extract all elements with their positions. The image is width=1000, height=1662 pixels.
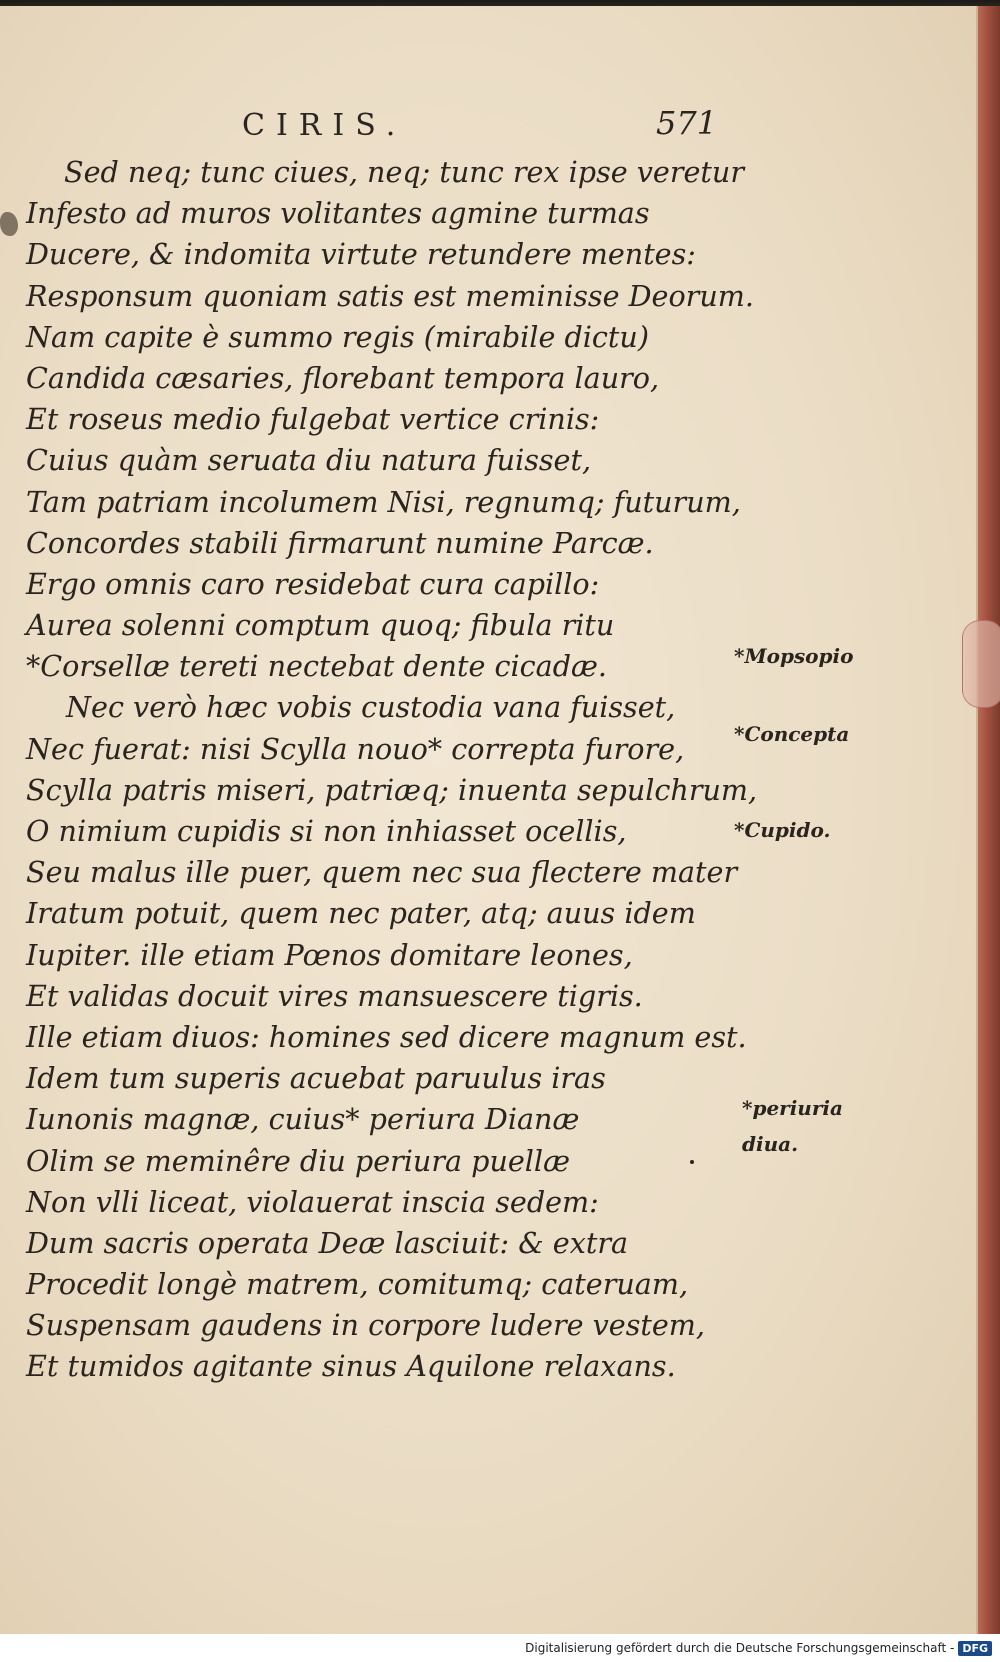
- footer-bar: [0, 1634, 1000, 1662]
- verse-line: Iratum potuit, quem nec pater, atq; auus idem: [26, 896, 696, 931]
- footer-credit: Digitalisierung gefördert durch die Deutsche Forschungsgemeinschaft -: [525, 1641, 955, 1655]
- verse-line: Et tumidos agitante sinus Aquilone relaxans.: [26, 1349, 676, 1384]
- verse-line: Iupiter. ille etiam Pœnos domitare leones,: [26, 937, 633, 972]
- verse-line: Responsum quoniam satis est meminisse Deorum.: [26, 278, 754, 313]
- verse-line: *Corsellæ tereti nectebat dente cicadæ.: [26, 649, 607, 684]
- verse-line: Olim se meminêre diu periura puellæ: [26, 1143, 570, 1178]
- verse-line: Sed neq; tunc ciues, neq; tunc rex ipse veretur: [64, 155, 745, 189]
- verse-line: Concordes stabili firmarunt numine Parcæ.: [26, 525, 654, 560]
- verse-line: Suspensam gaudens in corpore ludere vestem,: [26, 1308, 705, 1343]
- verse-line: Aurea solenni comptum quoq; fibula ritu: [26, 608, 615, 643]
- dfg-logo: DFG: [958, 1641, 992, 1656]
- verse-line: Infesto ad muros volitantes agmine turmas: [26, 196, 650, 231]
- margin-note: *Concepta: [734, 722, 850, 746]
- ink-blot-mark: [0, 212, 18, 236]
- verse-line: O nimium cupidis si non inhiasset ocellis,: [26, 814, 627, 848]
- verse-line: Ergo omnis caro residebat cura capillo:: [26, 566, 600, 601]
- verse-line: Et validas docuit vires mansuescere tigris.: [26, 978, 643, 1013]
- verse-line: Ducere, & indomita virtute retundere mentes:: [26, 237, 696, 272]
- verse-text: [26, 152, 758, 1388]
- ink-dot: [690, 1160, 694, 1164]
- margin-note: *periuria: [742, 1096, 843, 1120]
- verse-line: Seu malus ille puer, quem nec sua flectere mater: [26, 855, 738, 890]
- verse-line: Cuius quàm seruata diu natura fuisset,: [26, 443, 592, 478]
- verse-line: Dum sacris operata Deæ lasciuit: & extra: [26, 1225, 629, 1260]
- verse-line: Tam patriam incolumem Nisi, regnumq; futurum,: [26, 484, 741, 519]
- margin-note: *Cupido.: [734, 818, 831, 842]
- page-clip-tab: [962, 620, 1000, 708]
- page-number: 571: [656, 104, 718, 142]
- book-page: [0, 6, 978, 1634]
- running-head: CIRIS.: [242, 108, 407, 143]
- verse-line: Non vlli liceat, violauerat inscia sedem:: [26, 1184, 599, 1219]
- verse-line: Candida cæsaries, florebant tempora lauro,: [26, 360, 660, 395]
- verse-line: Nam capite è summo regis (mirabile dictu): [26, 319, 649, 354]
- margin-note: diua.: [742, 1132, 799, 1156]
- book-fore-edge: [978, 6, 1000, 1634]
- verse-line: Nec fuerat: nisi Scylla nouo* correpta furore,: [26, 731, 685, 766]
- verse-line: Procedit longè matrem, comitumq; cateruam,: [26, 1267, 689, 1302]
- verse-line: Scylla patris miseri, patriæq; inuenta sepulchrum,: [26, 772, 758, 807]
- verse-line: Iunonis magnæ, cuius* periura Dianæ: [26, 1102, 580, 1137]
- verse-line: Nec verò hæc vobis custodia vana fuisset,: [66, 690, 676, 725]
- verse-line: Ille etiam diuos: homines sed dicere magnum est.: [26, 1019, 747, 1054]
- verse-line: Idem tum superis acuebat paruulus iras: [26, 1061, 606, 1096]
- margin-note: *Mopsopio: [734, 644, 854, 668]
- verse-line: Et roseus medio fulgebat vertice crinis:: [26, 402, 600, 437]
